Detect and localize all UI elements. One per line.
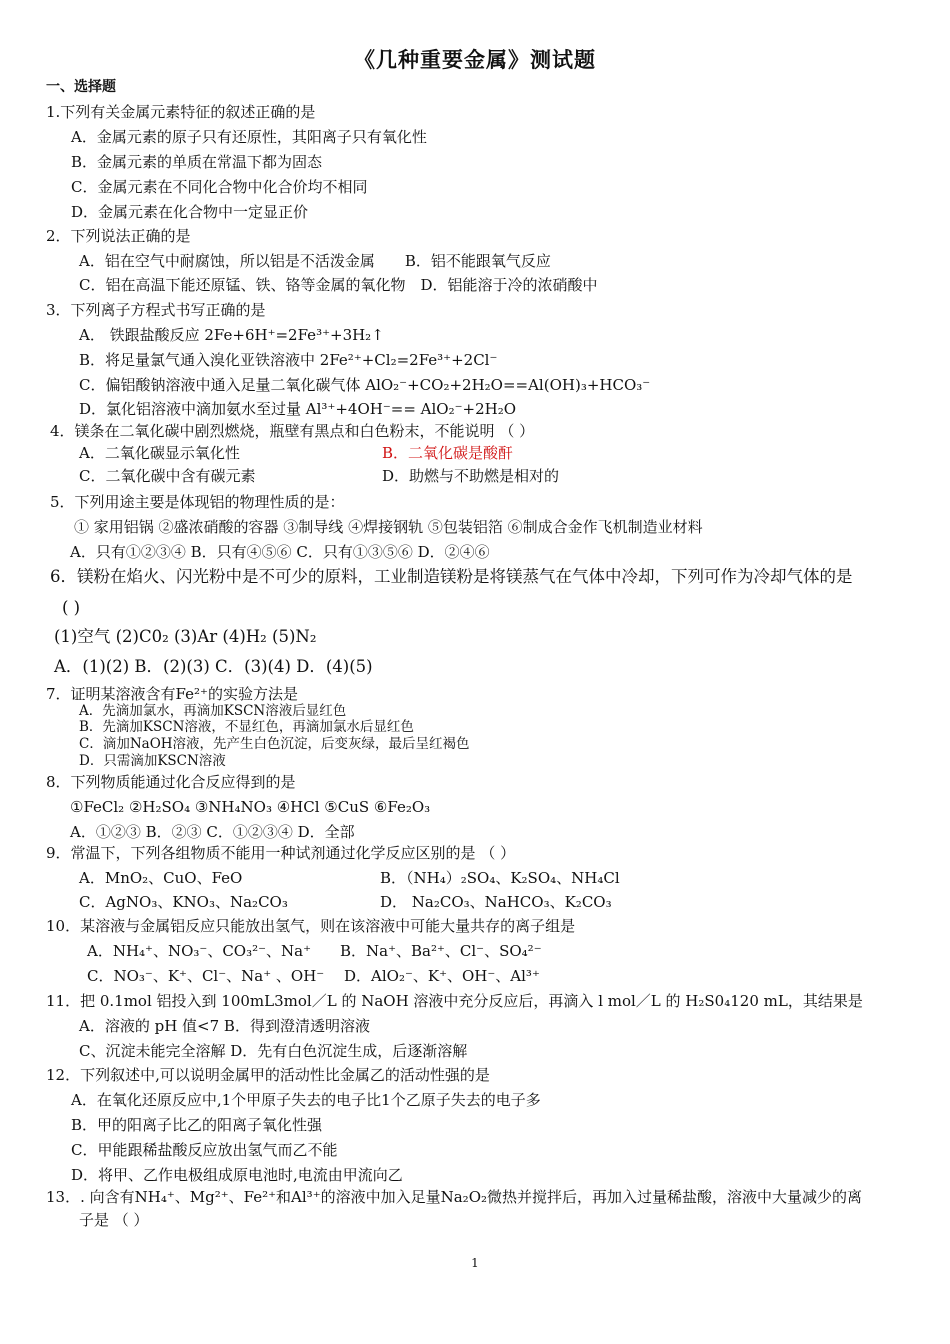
- question-13-stem: 13．. 向含有NH₄⁺、Mg²⁺、Fe²⁺和Al³⁺的溶液中加入足量Na₂O₂微热并搅拌后，再加入过量稀盐酸，溶液中大量减少的离: [46, 1188, 863, 1206]
- question-10-option-b: B．Na⁺、Ba²⁺、Cl⁻、SO₄²⁻: [340, 942, 542, 960]
- question-7-option-a: A．先滴加氯水，再滴加KSCN溶液后显红色: [79, 703, 347, 719]
- page-title: 《几种重要金属》测试题: [354, 48, 596, 72]
- question-8-items: ①FeCl₂ ②H₂SO₄ ③NH₄NO₃ ④HCl ⑤CuS ⑥Fe₂O₃: [70, 798, 431, 816]
- question-6-answer-paren: ( ): [62, 598, 81, 617]
- section-heading: 一、选择题: [46, 79, 116, 95]
- question-11-options-cd: C、沉淀未能完全溶解 D．先有白色沉淀生成，后逐渐溶解: [79, 1042, 468, 1060]
- question-7-option-c: C．滴加NaOH溶液，先产生白色沉淀，后变灰绿，最后呈红褐色: [79, 736, 470, 752]
- question-6-items: (1)空气 (2)C0₂ (3)Ar (4)H₂ (5)N₂: [54, 627, 317, 646]
- question-1-option-c: C．金属元素在不同化合物中化合价均不相同: [71, 178, 368, 196]
- question-4-option-d: D．助燃与不助燃是相对的: [382, 467, 560, 485]
- question-1-option-b: B．金属元素的单质在常温下都为固态: [71, 153, 323, 171]
- question-12-option-a: A．在氧化还原反应中,1个甲原子失去的电子比1个乙原子失去的电子多: [71, 1091, 541, 1109]
- question-4-option-b: B．二氧化碳是酸酐: [382, 444, 514, 462]
- question-10-option-a: A．NH₄⁺、NO₃⁻、CO₃²⁻、Na⁺: [87, 942, 312, 960]
- question-12-option-c: C．甲能跟稀盐酸反应放出氢气而乙不能: [71, 1141, 338, 1159]
- question-9-option-d: D． Na₂CO₃、NaHCO₃、K₂CO₃: [380, 893, 612, 911]
- question-8-stem: 8．下列物质能通过化合反应得到的是: [46, 773, 296, 791]
- question-8-options: A．①②③ B．②③ C．①②③④ D．全部: [70, 823, 355, 841]
- question-11-stem: 11．把 0.1mol 铝投入到 100mL3mol／L 的 NaOH 溶液中充分反应后，再滴入 l mol／L 的 H₂S0₄120 mL，其结果是: [46, 992, 863, 1010]
- question-13-stem-continued: 子是 （ ）: [79, 1211, 149, 1229]
- question-12-option-b: B．甲的阳离子比乙的阳离子氧化性强: [71, 1116, 323, 1134]
- question-9-option-c: C．AgNO₃、KNO₃、Na₂CO₃: [79, 893, 288, 911]
- question-7-stem: 7．证明某溶液含有Fe²⁺的实验方法是: [46, 685, 298, 703]
- question-9-option-a: A．MnO₂、CuO、FeO: [79, 869, 243, 887]
- question-12-stem: 12．下列叙述中,可以说明金属甲的活动性比金属乙的活动性强的是: [46, 1066, 490, 1084]
- question-9-option-b: B．（NH₄）₂SO₄、K₂SO₄、NH₄Cl: [380, 869, 620, 887]
- question-10-option-c: C．NO₃⁻、K⁺、Cl⁻、Na⁺ 、OH⁻: [87, 967, 325, 985]
- question-3-option-a: A． 铁跟盐酸反应 2Fe+6H⁺=2Fe³⁺+3H₂↑: [79, 326, 384, 344]
- question-3-stem: 3．下列离子方程式书写正确的是: [46, 301, 266, 319]
- question-2-options-ab: A．铝在空气中耐腐蚀，所以铝是不活泼金属 B．铝不能跟氧气反应: [79, 252, 551, 270]
- question-9-stem: 9．常温下，下列各组物质不能用一种试剂通过化学反应区别的是 （ ）: [46, 844, 516, 862]
- question-3-option-d: D．氯化铝溶液中滴加氨水至过量 Al³⁺+4OH⁻== AlO₂⁻+2H₂O: [79, 400, 517, 418]
- question-10-stem: 10．某溶液与金属铝反应只能放出氢气，则在该溶液中可能大量共存的离子组是: [46, 917, 576, 935]
- question-6-options: A．(1)(2) B．(2)(3) C．(3)(4) D．(4)(5): [54, 657, 373, 676]
- question-7-option-b: B．先滴加KSCN溶液，不显红色，再滴加氯水后显红色: [79, 719, 414, 735]
- question-5-items: ① 家用铝锅 ②盛浓硝酸的容器 ③制导线 ④焊接钢轨 ⑤包装铝箔 ⑥制成合金作飞机制造业材料: [74, 518, 703, 536]
- question-4-option-c: C．二氧化碳中含有碳元素: [79, 467, 256, 485]
- question-11-options-ab: A．溶液的 pH 值<7 B．得到澄清透明溶液: [79, 1017, 370, 1035]
- question-6-stem: 6．镁粉在焰火、闪光粉中是不可少的原料，工业制造镁粉是将镁蒸气在气体中冷却，下列可作为冷却气体的是: [50, 567, 853, 586]
- question-3-option-b: B．将足量氯气通入溴化亚铁溶液中 2Fe²⁺+Cl₂=2Fe³⁺+2Cl⁻: [79, 351, 498, 369]
- question-10-option-d: D．AlO₂⁻、K⁺、OH⁻、Al³⁺: [344, 967, 540, 985]
- question-4-stem: 4．镁条在二氧化碳中剧烈燃烧，瓶壁有黑点和白色粉末，不能说明 （ ）: [50, 422, 535, 440]
- question-1-option-a: A．金属元素的原子只有还原性，其阳离子只有氧化性: [71, 128, 427, 146]
- question-1-option-d: D．金属元素在化合物中一定显正价: [71, 203, 309, 221]
- page-number: 1: [471, 1256, 479, 1270]
- question-4-option-a: A．二氧化碳显示氧化性: [79, 444, 240, 462]
- question-12-option-d: D．将甲、乙作电极组成原电池时,电流由甲流向乙: [71, 1166, 403, 1184]
- question-2-stem: 2．下列说法正确的是: [46, 227, 191, 245]
- question-7-option-d: D．只需滴加KSCN溶液: [79, 753, 226, 769]
- question-5-options: A．只有①②③④ B．只有④⑤⑥ C．只有①③⑤⑥ D．②④⑥: [70, 543, 490, 561]
- question-2-options-cd: C．铝在高温下能还原锰、铁、铬等金属的氧化物 D．铝能溶于冷的浓硝酸中: [79, 276, 598, 294]
- question-1-stem: 1.下列有关金属元素特征的叙述正确的是: [46, 103, 316, 121]
- question-5-stem: 5．下列用途主要是体现铝的物理性质的是：: [50, 493, 345, 511]
- question-3-option-c: C．偏铝酸钠溶液中通入足量二氧化碳气体 AlO₂⁻+CO₂+2H₂O==Al(OH)₃+HCO₃⁻: [79, 376, 651, 394]
